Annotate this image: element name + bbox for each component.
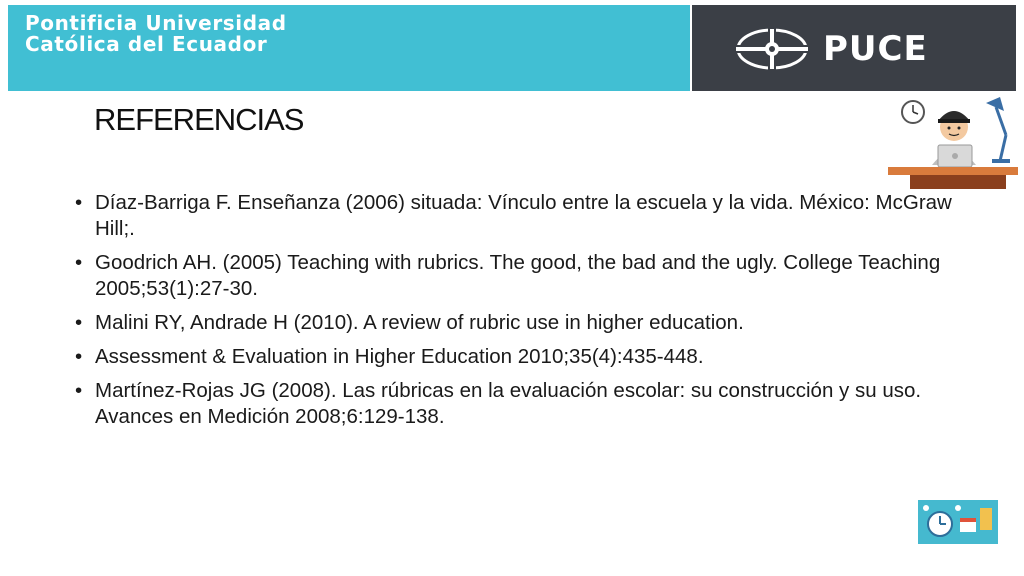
bullet: • — [75, 311, 83, 334]
reference-item — [75, 344, 955, 370]
puce-emblem-icon — [734, 27, 810, 71]
reference-item — [75, 190, 955, 242]
university-name-line1: Pontificia Universidad — [25, 11, 287, 35]
bullet: • — [75, 191, 83, 214]
bullet: • — [75, 251, 83, 274]
reference-text: Martínez-Rojas JG (2008). Las rúbricas en la evaluación escolar: su construcción y su uso. Avances en Medición 2008;6:129-138. — [95, 379, 922, 428]
reference-text: Díaz-Barriga F. Enseñanza (2006) situada: Vínculo entre la escuela y la vida. México: McGraw Hill;. — [95, 191, 952, 240]
bullet: • — [75, 379, 83, 402]
university-name-line2: Católica del Ecuador — [25, 32, 268, 56]
bullet: • — [75, 345, 83, 368]
reference-text: Goodrich AH. (2005) Teaching with rubrics. The good, the bad and the ugly. College Teaching 2005;53(1):27-30. — [95, 251, 941, 300]
puce-logo-panel — [692, 5, 1016, 91]
laptop-icon — [938, 145, 972, 167]
reference-text: Malini RY, Andrade H (2010). A review of rubric use in higher education. — [95, 311, 744, 334]
reference-text: Assessment & Evaluation in Higher Education 2010;35(4):435-448. — [95, 345, 704, 368]
university-name — [25, 13, 287, 55]
header-banner — [8, 5, 690, 91]
puce-logo-text: PUCE — [823, 29, 928, 69]
reference-item — [75, 250, 955, 302]
reference-item — [75, 378, 955, 430]
time-management-icon — [918, 500, 998, 544]
clock-icon — [902, 101, 924, 123]
reference-item — [75, 310, 955, 336]
desk-lamp-icon — [986, 97, 1010, 163]
desk-top — [888, 167, 1018, 175]
teacher-at-desk-illustration — [888, 95, 1018, 190]
slide-title: REFERENCIAS — [94, 102, 304, 137]
desk-front — [910, 175, 1006, 189]
reference-list — [75, 190, 955, 438]
